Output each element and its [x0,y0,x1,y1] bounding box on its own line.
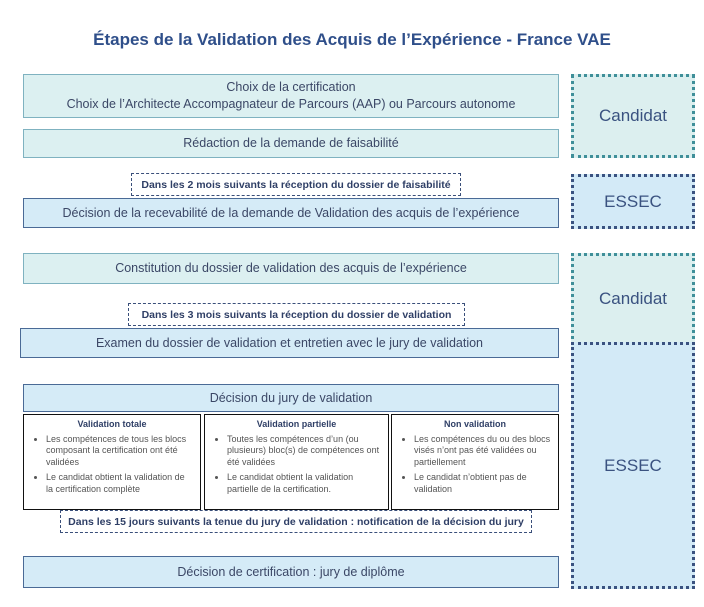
outcome-title: Non validation [443,419,506,429]
outcome-bullet: • Le candidat obtient la validation de la certification complète [46,472,194,495]
timing-note-1: Dans les 2 mois suivants la réception du dossier de faisabilité [131,173,461,196]
outcome-bullet: • Les compétences du ou des blocs visés n’ont pas été validées ou partiellement [414,434,552,469]
actor-candidat-2: Candidat [571,253,695,345]
timing-note-2: Dans les 3 mois suivants la réception du dossier de validation [128,303,465,326]
actor-essec-2: ESSEC [571,342,695,589]
step-text: Constitution du dossier de validation des acquis de l’expérience [115,261,467,275]
outcome-validation-totale [23,414,201,510]
outcome-title: Validation totale [77,419,147,429]
step-text: Choix de la certification [226,80,356,94]
step-examen [20,328,559,358]
step-decision-jury [23,384,559,412]
outcome-bullet: • Le candidat obtient la validation partielle de la certification. [227,472,382,495]
step-text: Décision du jury de validation [209,390,373,405]
outcome-non-validation [391,414,559,510]
step-text: Examen du dossier de validation et entretien avec le jury de validation [95,335,484,350]
step-choix-certification [23,74,559,118]
outcome-validation-partielle [204,414,389,510]
outcome-title: Validation partielle [256,419,337,429]
step-redaction [23,129,559,158]
actor-essec-1: ESSEC [571,174,695,229]
outcome-bullet: • Le candidat n’obtient pas de validation [414,472,552,495]
step-text: Choix de l’Architecte Accompagnateur de Parcours (AAP) ou Parcours autonome [66,97,516,111]
step-text: Rédaction de la demande de faisabilité [183,136,399,150]
diagram-title: Étapes de la Validation des Acquis de l’Expérience - France VAE [93,30,611,49]
step-text: Décision de la recevabilité de la demande de Validation des acquis de l’expérience [62,205,520,220]
step-constitution [23,253,559,284]
step-decision-certification [23,556,559,588]
outcome-bullet: • Toutes les compétences d’un (ou plusieurs) bloc(s) de compétences ont été validées [227,434,382,469]
actor-candidat-1: Candidat [571,74,695,158]
step-text: Décision de certification : jury de diplôme [177,564,405,579]
outcome-bullet: • Les compétences de tous les blocs composant la certification ont été validées [46,434,194,469]
timing-note-3: Dans les 15 jours suivants la tenue du jury de validation : notification de la décision du jury [60,510,532,533]
step-decision-recevabilite [23,198,559,228]
